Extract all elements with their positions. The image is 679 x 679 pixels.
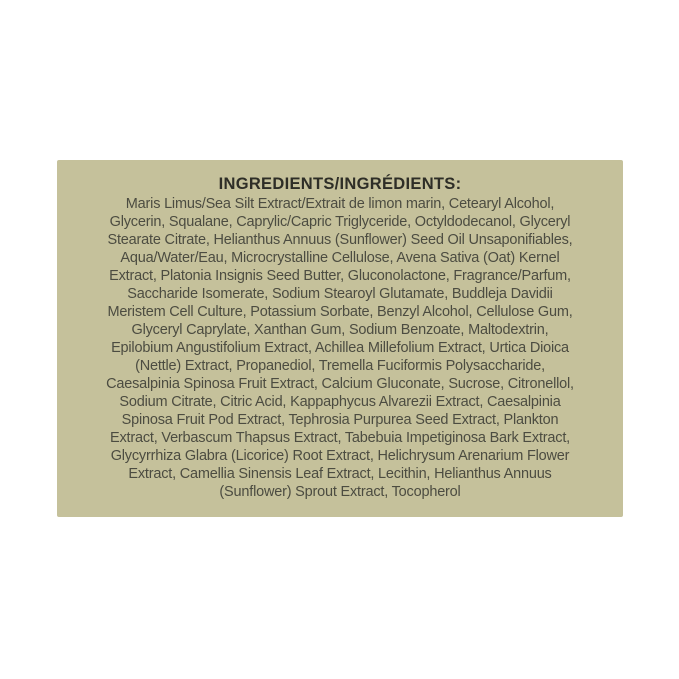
ingredient-line: Saccharide Isomerate, Sodium Stearoyl Glutamate, Buddleja Davidii [127,286,553,302]
ingredient-line: (Nettle) Extract, Propanediol, Tremella Fuciformis Polysaccharide, [135,358,545,374]
ingredient-line: Extract, Verbascum Thapsus Extract, Tabebuia Impetiginosa Bark Extract, [110,430,570,446]
ingredient-line: Aqua/Water/Eau, Microcrystalline Cellulose, Avena Sativa (Oat) Kernel [120,250,560,266]
ingredient-line: Meristem Cell Culture, Potassium Sorbate, Benzyl Alcohol, Cellulose Gum, [107,304,573,320]
ingredient-line: Glycyrrhiza Glabra (Licorice) Root Extract, Helichrysum Arenarium Flower [110,448,570,464]
ingredient-line: Extract, Camellia Sinensis Leaf Extract, Lecithin, Helianthus Annuus [128,466,552,482]
ingredient-line: Spinosa Fruit Pod Extract, Tephrosia Purpurea Seed Extract, Plankton [121,412,559,428]
ingredient-line: Epilobium Angustifolium Extract, Achillea Millefolium Extract, Urtica Dioica [111,340,569,356]
ingredient-line: Maris Limus/Sea Silt Extract/Extrait de limon marin, Cetearyl Alcohol, [125,196,555,212]
ingredient-line: Glyceryl Caprylate, Xanthan Gum, Sodium Benzoate, Maltodextrin, [131,322,549,338]
ingredients-panel [57,160,623,517]
ingredients-list [73,195,607,501]
ingredient-line: Sodium Citrate, Citric Acid, Kappaphycus Alvarezii Extract, Caesalpinia [119,394,561,410]
ingredient-line: Caesalpinia Spinosa Fruit Extract, Calcium Gluconate, Sucrose, Citronellol, [106,376,574,392]
ingredient-line: Extract, Platonia Insignis Seed Butter, Gluconolactone, Fragrance/Parfum, [109,268,571,284]
ingredient-line: Glycerin, Squalane, Caprylic/Capric Triglyceride, Octyldodecanol, Glyceryl [109,214,571,230]
ingredient-line: (Sunflower) Sprout Extract, Tocopherol [219,484,461,500]
ingredient-line: Stearate Citrate, Helianthus Annuus (Sunflower) Seed Oil Unsaponifiables, [107,232,573,248]
ingredients-heading: INGREDIENTS/INGRÉDIENTS: [218,175,462,193]
